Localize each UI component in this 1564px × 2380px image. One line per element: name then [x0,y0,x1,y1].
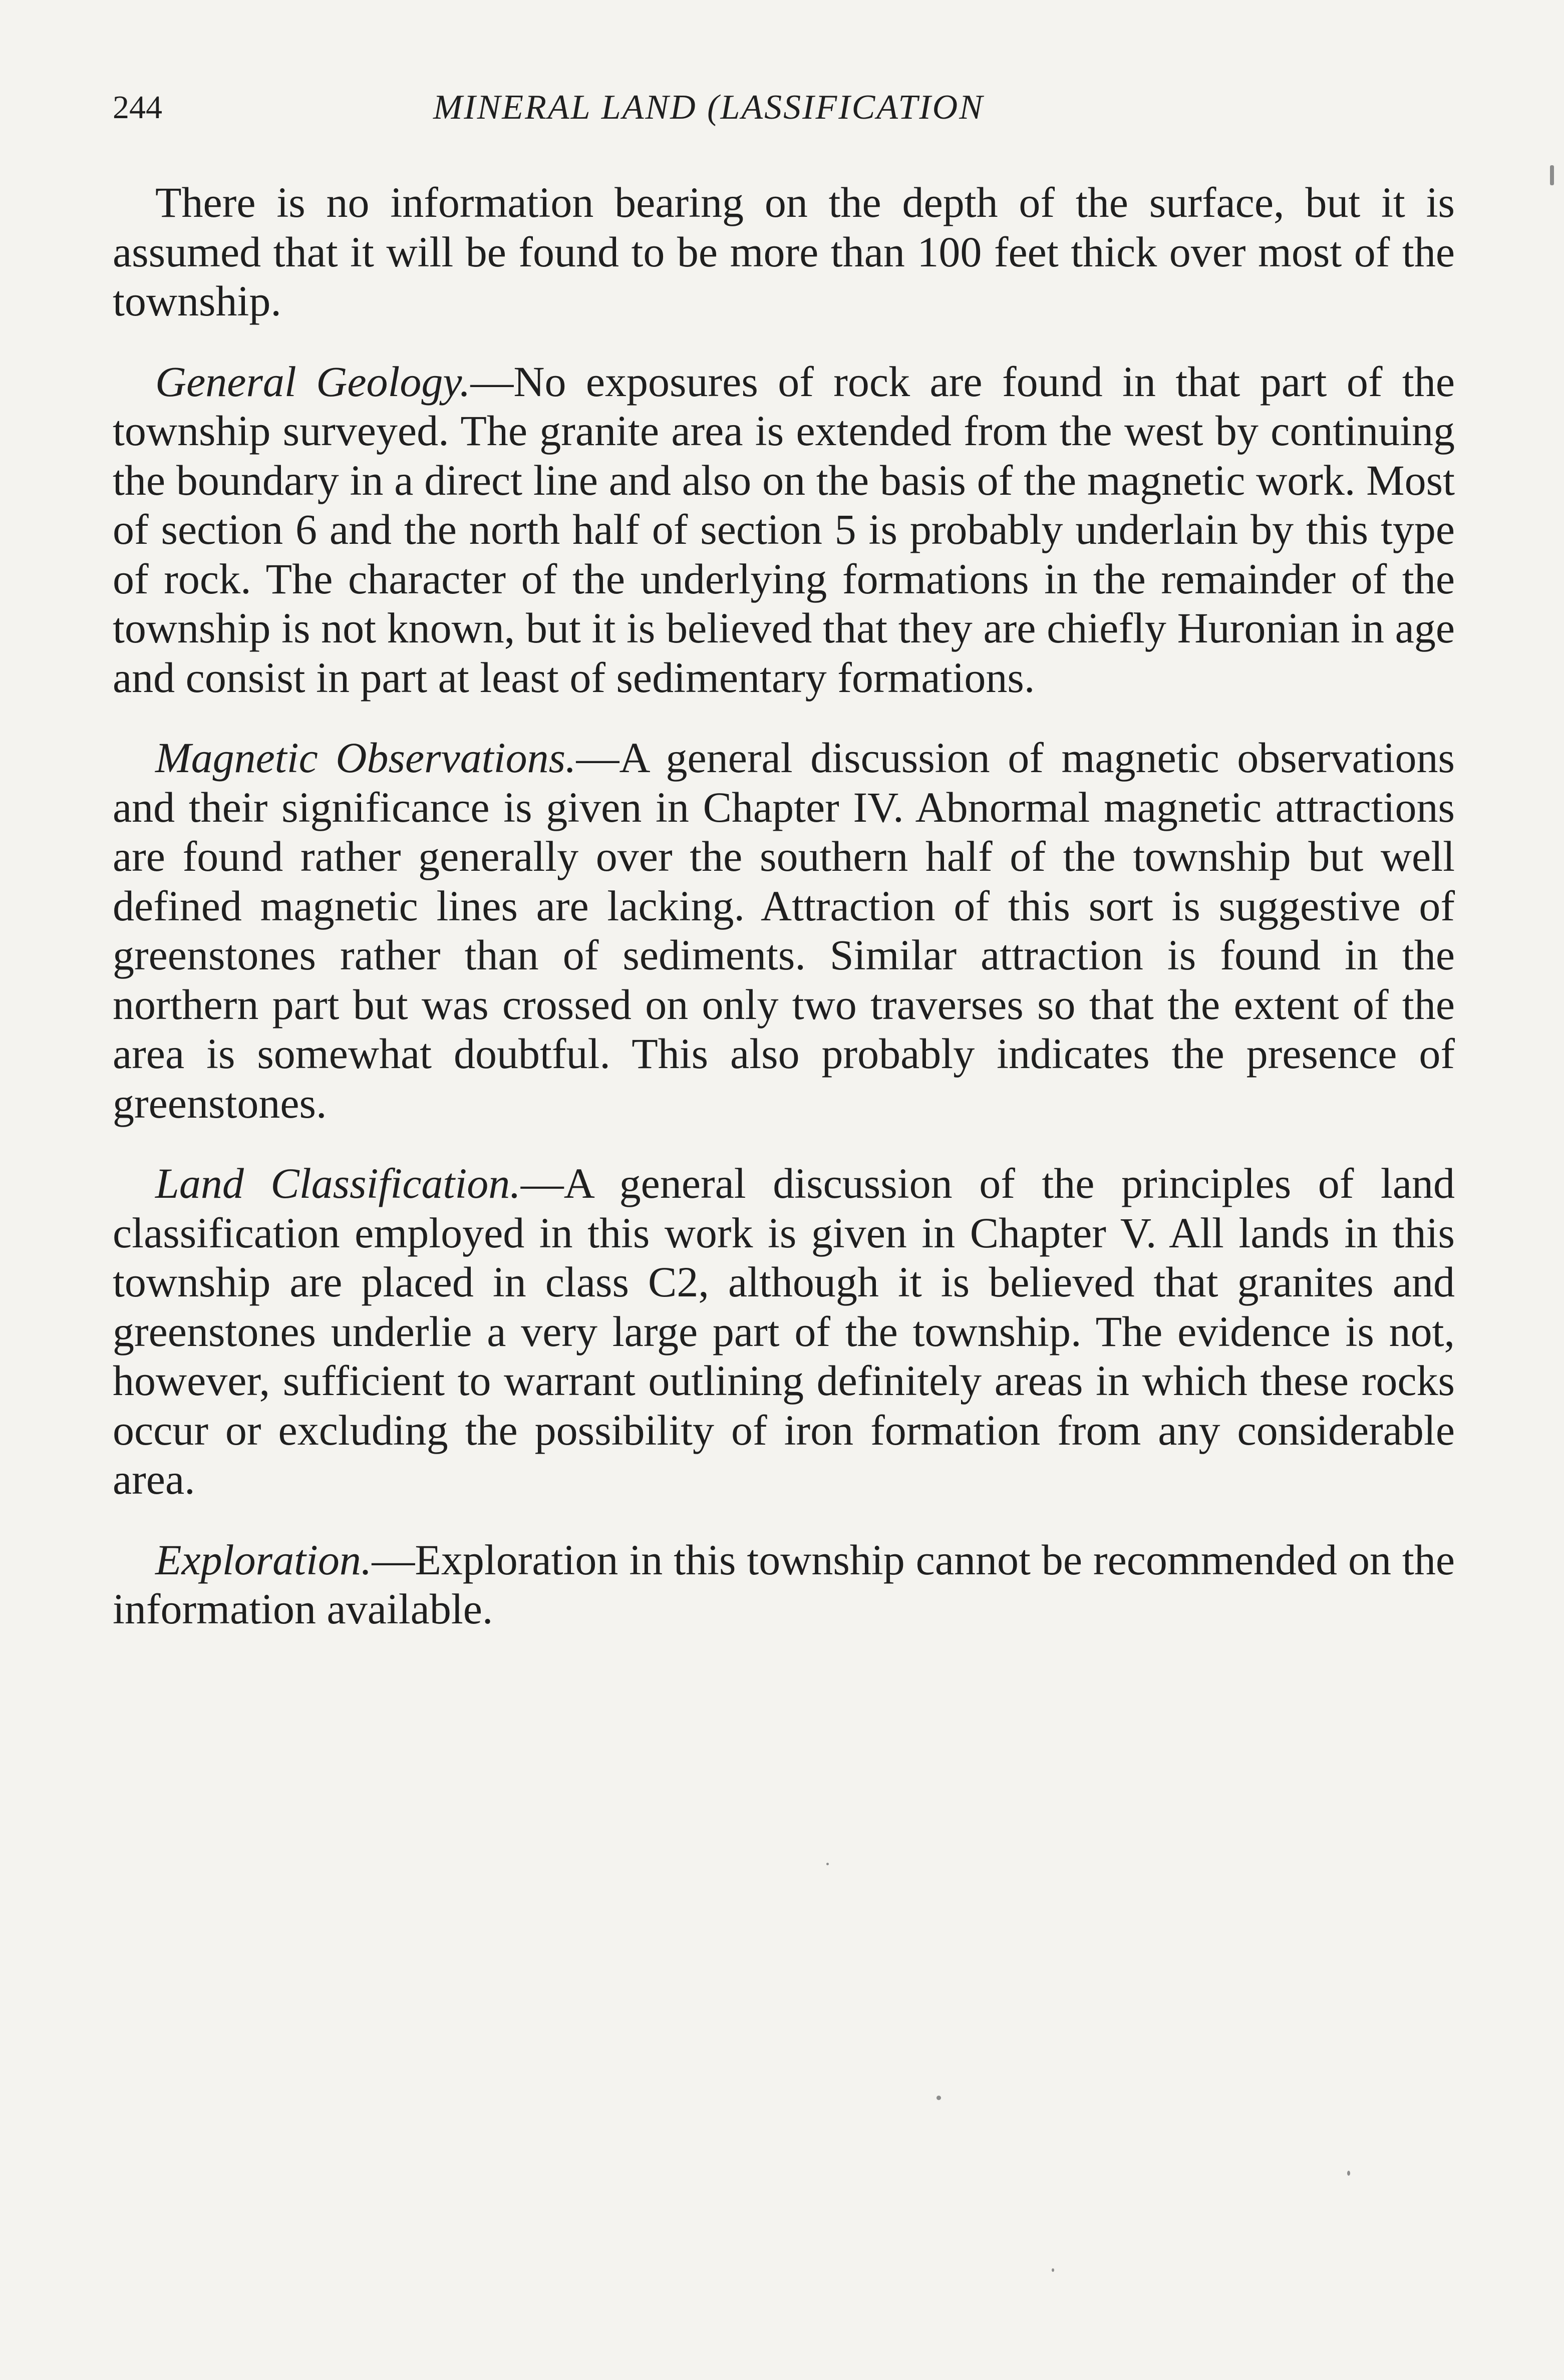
running-title: MINERAL LAND (LASSIFICATION [433,88,984,127]
paragraph-heading: Land Classification. [155,1159,521,1207]
paragraph-text: —A general discussion of the principles of land classification employed in this work is given in Chapter V. All lands in this township are placed in class C2, although it is believed that granites and greenstones underlie a very large part of the township. The evidence is not, however, sufficient to warrant outlining definitely areas in which these rocks occur or excluding the possibility of iron formation from any considerable area. [113,1159,1455,1503]
paragraph-heading: Magnetic Observations. [155,734,576,782]
page-number: 244 [113,89,162,126]
scan-speck [1347,2171,1350,2176]
paragraph-surface-depth [113,178,1455,326]
body-text [113,178,1455,1634]
paragraph-magnetic-observations [113,733,1455,1128]
paragraph-heading: General Geology. [155,357,471,406]
paragraph-general-geology [113,357,1455,703]
scan-speck [936,2096,941,2100]
paragraph-text: There is no information bearing on the depth of the surface, but it is assumed that it will be found to be more than 100 feet thick over most of the township. [113,178,1455,325]
paragraph-land-classification [113,1159,1455,1504]
scan-speck [1550,165,1554,185]
running-head [113,85,1455,130]
paragraph-text: —Exploration in this township cannot be recommended on the information available. [113,1535,1455,1633]
scan-speck [826,1863,829,1865]
paragraph-text: —A general discussion of magnetic observations and their significance is given in Chapter IV. Abnormal magnetic attractions are found rather generally over the southern half of the township but well defined magnetic lines are lacking. Attraction of this sort is suggestive of greenstones rather than of sediments. Similar attraction is found in the northern part but was crossed on only two traverses so that the extent of the area is somewhat doubtful. This also probably indicates the presence of greenstones. [113,734,1455,1127]
paragraph-text: —No exposures of rock are found in that part of the township surveyed. The granite area is extended from the west by continuing the boundary in a direct line and also on the basis of the magnetic work. Most of section 6 and the north half of section 5 is probably underlain by this type of rock. The character of the underlying formations in the remainder of the township is not known, but it is believed that they are chiefly Huronian in age and consist in part at least of sedimentary formations. [113,357,1455,702]
paragraph-heading: Exploration. [155,1535,372,1584]
scan-speck [1052,2268,1054,2272]
paragraph-exploration [113,1535,1455,1634]
